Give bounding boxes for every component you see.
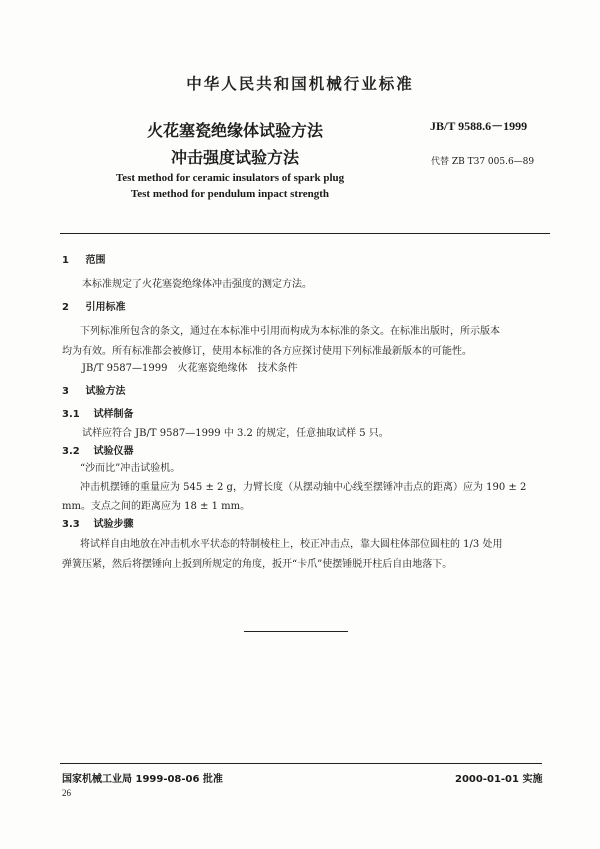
title-zh-line1: 火花塞瓷绝缘体试验方法 xyxy=(146,121,323,140)
standard-series-heading: 中华人民共和国机械行业标准 xyxy=(186,75,414,93)
footer-divider xyxy=(60,763,542,764)
section-2-heading xyxy=(62,298,125,313)
section-3-2-title: 试验仪器 xyxy=(93,446,134,457)
title-en-line1: Test method for ceramic insulators of spark plug xyxy=(115,172,345,184)
section-3-3-number: 3.3 xyxy=(62,519,80,530)
section-1-text: 本标准规定了火花塞瓷绝缘体冲击强度的测定方法。 xyxy=(82,279,312,290)
section-3-1-text: 试样应符合 JB/T 9587—1999 中 3.2 的规定，任意抽取试样 5 只。 xyxy=(82,428,389,439)
section-3-1-heading xyxy=(62,405,133,420)
section-3-3-text-line2: 弹簧压紧，然后将摆锤向上扳到所规定的角度，扳开“卡爪”使摆锤脱开柱后自由地落下。 xyxy=(62,559,453,570)
section-3-1-title: 试样制备 xyxy=(93,409,134,420)
title-en-line2: Test method for pendulum inpact strength xyxy=(130,188,330,200)
title-zh-line2: 冲击强度试验方法 xyxy=(170,148,299,167)
section-3-title: 试验方法 xyxy=(85,386,126,397)
section-2-text-line1: 下列标准所包含的条文，通过在本标准中引用而构成为本标准的条文。在标准出版时，所示版本 xyxy=(80,326,500,337)
header-divider xyxy=(60,233,550,234)
document-number: JB/T 9588.6－1999 xyxy=(430,119,528,133)
implementation-date: 2000-01-01 实施 xyxy=(455,774,543,785)
approval-line: 国家机械工业局 1999-08-06 批准 xyxy=(62,774,223,785)
section-2-title: 引用标准 xyxy=(85,302,126,313)
section-2-number: 2 xyxy=(62,302,69,313)
section-3-2-number: 3.2 xyxy=(62,446,80,457)
replaces-note: 代替 ZB T37 005.6—89 xyxy=(431,157,535,167)
section-1-title: 范围 xyxy=(85,255,106,266)
section-1-number: 1 xyxy=(62,255,69,266)
page-number: 26 xyxy=(62,788,71,798)
section-3-3-text-line1: 将试样自由地放在冲击机水平状态的特制棱柱上，校正冲击点，靠大圆柱体部位圆柱的 1/3 处用 xyxy=(80,539,503,550)
section-2-reference: JB/T 9587—1999 火花塞瓷绝缘体 技术条件 xyxy=(82,363,298,374)
section-3-2-heading xyxy=(62,442,133,457)
section-3-2-text-line3: mm。支点之间的距离应为 18 ± 1 mm。 xyxy=(62,501,251,512)
section-3-3-heading xyxy=(62,515,133,530)
section-3-heading xyxy=(62,382,125,397)
section-3-2-text-line2: 冲击机摆锤的重量应为 545 ± 2 g，力臂长度（从摆动轴中心线至摆锤冲击点的距离）应为 190 ± 2 xyxy=(80,482,527,493)
section-1-heading xyxy=(62,251,105,266)
section-3-number: 3 xyxy=(62,386,69,397)
end-of-text-rule xyxy=(244,631,348,632)
section-2-text-line2: 均为有效。所有标准都会被修订，使用本标准的各方应探讨使用下列标准最新版本的可能性。 xyxy=(62,346,472,357)
section-3-3-title: 试验步骤 xyxy=(93,519,134,530)
section-3-1-number: 3.1 xyxy=(62,409,80,420)
section-3-2-text-line1: “沙而比”冲击试验机。 xyxy=(80,463,181,474)
